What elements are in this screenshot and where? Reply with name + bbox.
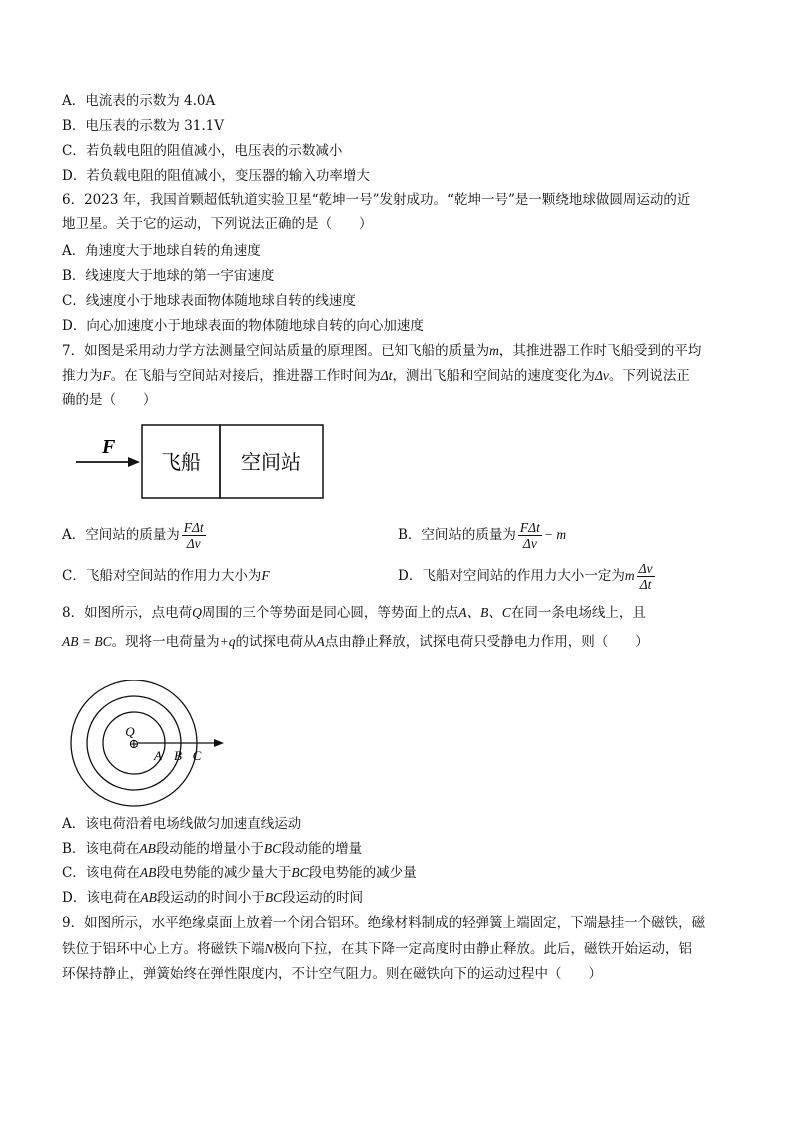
q6-stem-line1: 6．2023 年，我国首颗超低轨道实验卫星“乾坤一号”发射成功。“乾坤一号”是一颗绕地球做圆周运动的近 xyxy=(62,192,691,208)
q8-figure xyxy=(62,680,232,810)
space-station-label: 空间站 xyxy=(241,450,301,474)
q8-option-c: C．该电荷在AB段电势能的减少量大于BC段电势能的减少量 xyxy=(62,865,417,881)
q9-stem-line1: 9．如图所示，水平绝缘桌面上放着一个闭合铝环。绝缘材料制成的轻弹簧上端固定，下端悬挂一个磁铁，磁 xyxy=(62,915,706,931)
q5-option-b: B．电压表的示数为 31.1V xyxy=(62,118,225,134)
q7-stem-line1: 7．如图是采用动力学方法测量空间站质量的原理图。已知飞船的质量为m，其推进器工作时飞船受到的平均 xyxy=(62,343,702,359)
q6-option-b: B．线速度大于地球的第一宇宙速度 xyxy=(62,268,275,284)
q6-option-d: D．向心加速度小于地球表面的物体随地球自转的向心加速度 xyxy=(62,318,424,334)
q8-option-b: B．该电荷在AB段动能的增量小于BC段动能的增量 xyxy=(62,841,363,857)
q7-stem-line2: 推力为F。在飞船与空间站对接后，推进器工作时间为Δt，测出飞船和空间站的速度变化为Δv。下列说法正 xyxy=(62,368,690,384)
q7-option-b: B．空间站的质量为 $\frac{\text{FΔt}}{\Delta v}$ − m xyxy=(398,520,567,551)
q7-m: m xyxy=(489,343,499,358)
q6-option-c: C．线速度小于地球表面物体随地球自转的线速度 xyxy=(62,293,356,309)
q6-stem-line2: 地卫星。关于它的运动，下列说法正确的是（ ） xyxy=(62,216,373,232)
force-label: F xyxy=(102,436,116,458)
q7-option-c: C．飞船对空间站的作用力大小为F xyxy=(62,568,270,584)
label-a: A xyxy=(154,748,162,763)
q7-option-a: A．空间站的质量为 $\frac{\text{FΔt}}{\Delta v}$ xyxy=(62,520,204,551)
q9-stem-line3: 环保持静止，弹簧始终在弹性限度内，不计空气阻力。则在磁铁向下的运动过程中（ ） xyxy=(62,966,602,982)
q5-option-c: C．若负载电阻的阻值减小，电压表的示数减小 xyxy=(62,143,343,159)
spacecraft-label: 飞船 xyxy=(161,450,201,474)
q9-stem-line2: 铁位于铝环中心上方。将磁铁下端N极向下拉，在其下降一定高度时由静止释放。此后，磁铁开始运动，铝 xyxy=(62,941,693,957)
q6-option-a: A．角速度大于地球自转的角速度 xyxy=(62,243,261,259)
q7-figure xyxy=(70,420,330,502)
label-q: Q xyxy=(125,724,135,739)
q8-option-a: A．该电荷沿着电场线做匀加速直线运动 xyxy=(62,816,302,832)
q7-option-d: D．飞船对空间站的作用力大小一定为m $\frac{\Delta v}{\Delta t}$ xyxy=(398,561,653,592)
field-line-arrowhead xyxy=(214,739,224,747)
q5-option-d: D．若负载电阻的阻值减小，变压器的输入功率增大 xyxy=(62,168,370,184)
q7-stem-line3: 确的是（ ） xyxy=(62,392,157,408)
q8-stem-line1: 8．如图所示，点电荷Q周围的三个等势面是同心圆，等势面上的点A、B、C在同一条电场线上，且 xyxy=(62,605,646,621)
force-arrow-head xyxy=(128,457,140,467)
q5-option-a: A．电流表的示数为 4.0A xyxy=(62,93,216,109)
label-c: C xyxy=(192,748,202,763)
charge-symbol: ⊕ xyxy=(128,736,140,751)
label-b: B xyxy=(174,748,182,763)
q8-option-d: D．该电荷在AB段运动的时间小于BC段运动的时间 xyxy=(62,890,364,906)
q8-stem-line2: AB = BC。现将一电荷量为+q的试探电荷从A点由静止释放，试探电荷只受静电力作用，则（ ） xyxy=(62,634,649,650)
